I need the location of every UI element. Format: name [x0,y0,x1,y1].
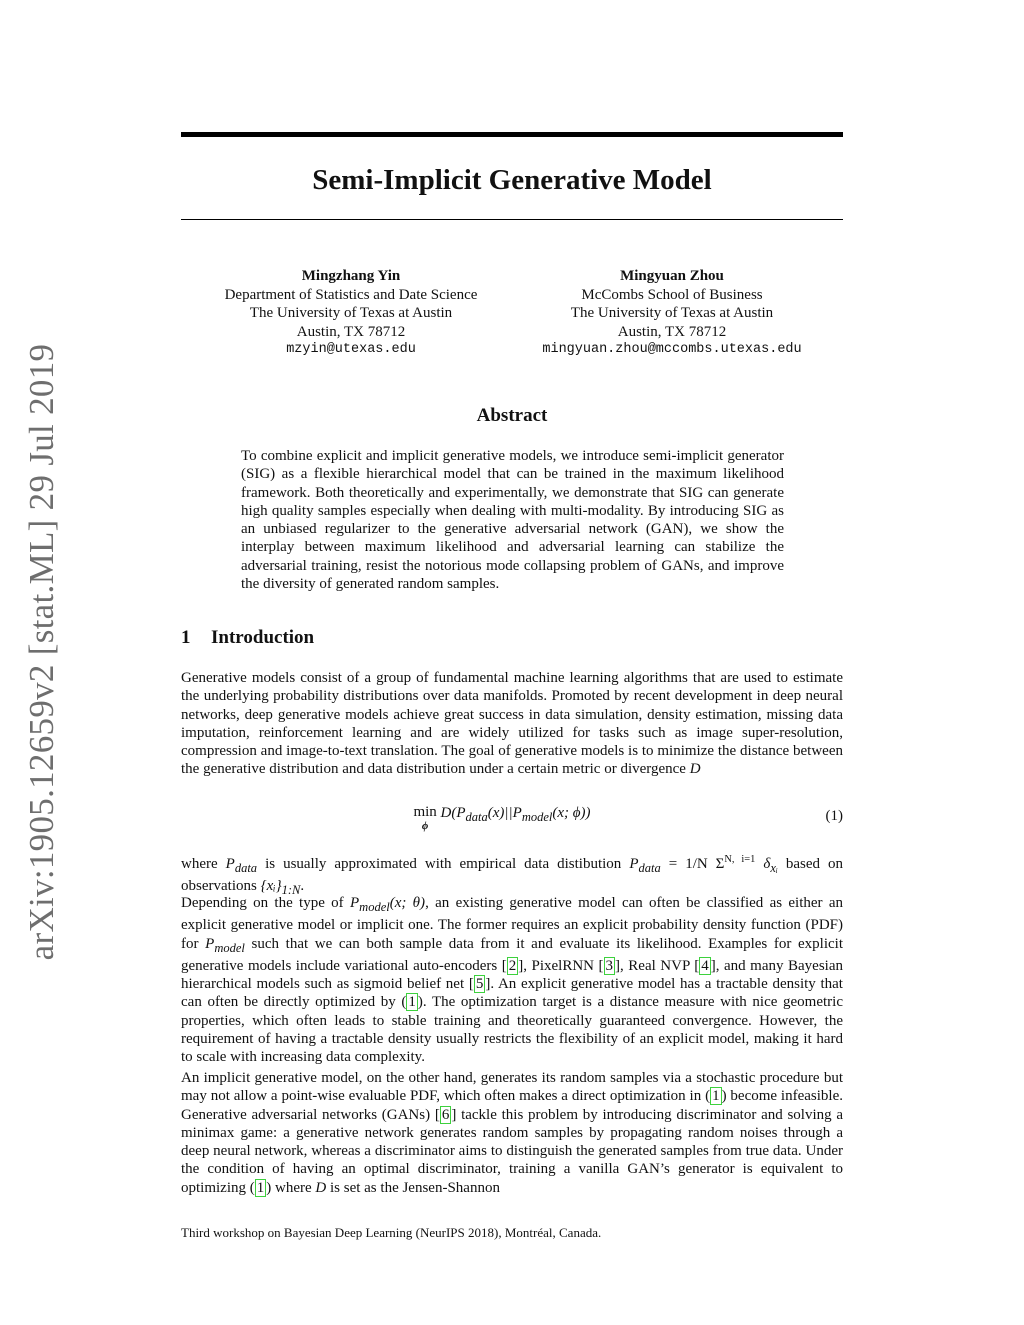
paragraph-text: , PixelRNN [523,957,595,974]
paragraph-explicit: Depending on the type of $P_{model}(x$; θ), an existing generative model can often be classified as either an explicit generative model or implicit one. The former requires an explicit probability density function (PDF) for $P_{model}$ such that we can both sample data from it and evaluate its likelihood. Examples for explicit generative models include variational auto-encoders [ 2 ], PixelRNN [ 3 ], Real NVP [ 4 ], and many Bayesian hierarchical models such as sigmoid belief net [ 5 ]. An explicit generative model has a tractable density that can often be directly optimized by ( 1 ). The optimization target is a distance measure with nice geometric properties, which often leads to stable training and theoretically guaranteed convergence. However, the requirement of having a tractable density usually restricts the flexibility of an explicit model, making it hard to scale with increasing data complexity. [181,895,844,1066]
author-dept: Department of Statistics and Date Science [224,286,478,303]
math-D: D [689,761,701,778]
math-sub: xᵢ [770,861,778,875]
abstract-text: To combine explicit and implicit generative models, we introduce semi-implicit generator (SIG) as a flexible hierarchical model that can be trained in the maximum likelihood framework. Both theoretically and experimentally, we demonstrate that SIG can generate high quality samples especially when dealing with multi-modality. By introducing SIG as an unbiased regularizer to the generative adversarial network (GAN), we show the interplay between maximum likelihood and adversarial learning can stabilize the adversarial training, resist the notorious mode collapsing problem of GANs, and improve the diversity of generated random samples. [241,448,784,593]
citation-link[interactable]: 3 [605,957,614,974]
math-sum: 1/N Σ [685,856,725,872]
author-univ: The University of Texas at Austin [249,305,453,321]
paragraph-text: ). The optimization target is a distance measure with nice geometric properties, which often leads to stable training and theoretically guaranteed convergence. However, the requirement of having a tractable density usually restricts the flexibility of an explicit model, making it hard to scale with increasing data complexity. [181,994,843,1066]
paragraph-text: , Real NVP [620,957,690,974]
author-city: Austin, TX 78712 [617,323,727,340]
author-city: Austin, TX 78712 [296,323,406,340]
paragraph-text: tackle this problem by introducing discriminator and solving a minimax game: a generative network generates random samples by propagating random noises through a deep neural network, whereas a discriminator aims to distinguish the generated samples from true data. Under the condition of having an optimal discriminator, training a vanilla GAN’s generator is equivalent to optimizing ( [181,1106,844,1196]
min-operator [413,805,436,833]
math-D: D [315,1179,327,1196]
footnote-venue: Third workshop on Bayesian Deep Learning (NeurIPS 2018), Montréal, Canada. [181,1225,602,1240]
paragraph-text: An implicit generative model, on the other hand, generates its random samples via a stochastic procedure but may not allow a point-wise evaluable PDF, which often makes a direct optimization in ( [181,1070,843,1105]
math-Phat: P [629,856,639,872]
min-subscript: ϕ [421,820,429,832]
paragraph-text: ) become infeasible. Generative adversarial networks (GANs) [181,1088,843,1123]
paragraph-text: such that we can both sample data from it and evaluate its likelihood. Examples for explicit generative models include variational auto-encoders [181,935,843,974]
section-number: 1 [181,627,191,648]
section-heading [181,627,314,649]
eq-mid: (x)||P [487,805,522,821]
title-rule-bottom [181,219,843,220]
paragraph-text: where [181,856,218,872]
eq-rhs: (x; ϕ)) [552,805,591,821]
eq-model-sub: model [521,810,553,824]
paragraph-intro [181,669,843,779]
equation-link[interactable]: 1 [256,1179,265,1196]
equation-link[interactable]: 1 [408,994,416,1011]
math-obs: {xᵢ} [260,878,282,895]
author-name: Mingzhang Yin [301,268,401,284]
equation-link[interactable]: 1 [712,1088,720,1105]
citation-link[interactable]: 2 [508,957,517,974]
author-name: Mingyuan Zhou [620,268,724,284]
arxiv-stamp-text: arXiv:1905.12659v2 [stat.ML] 29 Jul 2019 [22,343,61,961]
title-rule-top [181,132,843,137]
author-univ: The University of Texas at Austin [570,305,774,321]
author-email[interactable]: mingyuan.zhou@mccombs.utexas.edu [542,342,802,357]
eq-data-sub: data [465,810,488,824]
paragraph-implicit: An implicit generative model, on the other hand, generates its random samples via a stochastic procedure but may not allow a point-wise evaluable PDF, which often makes a direct optimization in ( 1 ) become infeasible. Generative adversarial networks (GANs) [ 6 ] tackle this problem by introducing discriminator and solving a minimax game: a generative network generates random samples by propagating random noises through a deep neural network, whereas a discriminator aims to distinguish the generated samples from true data. Under the condition of having an optimal discriminator, training a vanilla GAN’s generator is equivalent to optimizing ( 1 ) where D is set as the Jensen-Shannon [181,1070,844,1196]
section-title: Introduction [211,627,315,648]
equation-number: (1) [825,808,843,824]
abstract-heading: Abstract [476,405,548,426]
paragraph-text: , an existing generative model can often be classified as either an explicit generative model or implicit one. The former requires an explicit probability density function (PDF) for [181,895,844,952]
math-sub: data [234,861,258,875]
paragraph-text: ) where [266,1179,312,1196]
math-P: P [205,935,215,952]
paragraph-text: . An explicit generative model has a tractable density that can often be directly optimized by ( [181,976,843,1011]
min-text: min [413,804,437,820]
math-sub: data [638,861,661,875]
math-sub: model [214,940,245,955]
equation-1 [181,805,843,835]
equation-formula [401,805,603,833]
citation-link[interactable]: 5 [475,976,484,993]
math-args: (x; θ) [389,895,426,911]
author-dept: McCombs School of Business [581,286,763,303]
paper-title: Semi-Implicit Generative Model [312,164,712,196]
math-sub: model [359,900,390,914]
math-sum-limits: N, i=1 [724,854,756,865]
math-eq: = [668,856,686,872]
paragraph-text: based on observations [181,856,844,895]
paragraph-where: where $P_{data}$ is usually approximated with empirical data distibution $P_{data} = 1/N$ $\Sigma^{N, i=1}$ $\delta_{xᵢ}$ based on observations $\{xᵢ\}_{1:N}$. [181,854,844,898]
paragraph-text: Depending on the type of [181,895,344,911]
paragraph-text: , and many Bayesian hierarchical models such as sigmoid belief net [181,957,843,993]
math-delta: δ [763,856,771,872]
citation-link[interactable]: 4 [701,957,709,974]
math-P: P [225,856,235,872]
citation-link[interactable]: 6 [441,1106,450,1123]
author-email[interactable]: mzyin@utexas.edu [286,342,416,357]
eq-lhs: D(P [440,805,466,821]
math-sub: 1:N [281,883,301,898]
author-block-2 [522,267,822,360]
math-P: P [350,895,360,911]
paragraph-text: is set as the Jensen-Shannon [329,1179,500,1196]
author-block-1 [196,267,506,360]
paragraph-text: is usually approximated with empirical data distibution [265,856,622,872]
paragraph-text: Generative models consist of a group of fundamental machine learning algorithms that are used to estimate the underlying probability distributions over data manifolds. Promoted by recent development in deep neural networks, deep generative models achieve great success in data simulation, density estimation, missing data imputation, reinforcement learning and are widely utilized for tasks such as image super-resolution, compression and image-to-text translation. The goal of generative models is to minimize the distance between the generative distribution and data distribution under a certain metric or divergence [181,670,843,778]
